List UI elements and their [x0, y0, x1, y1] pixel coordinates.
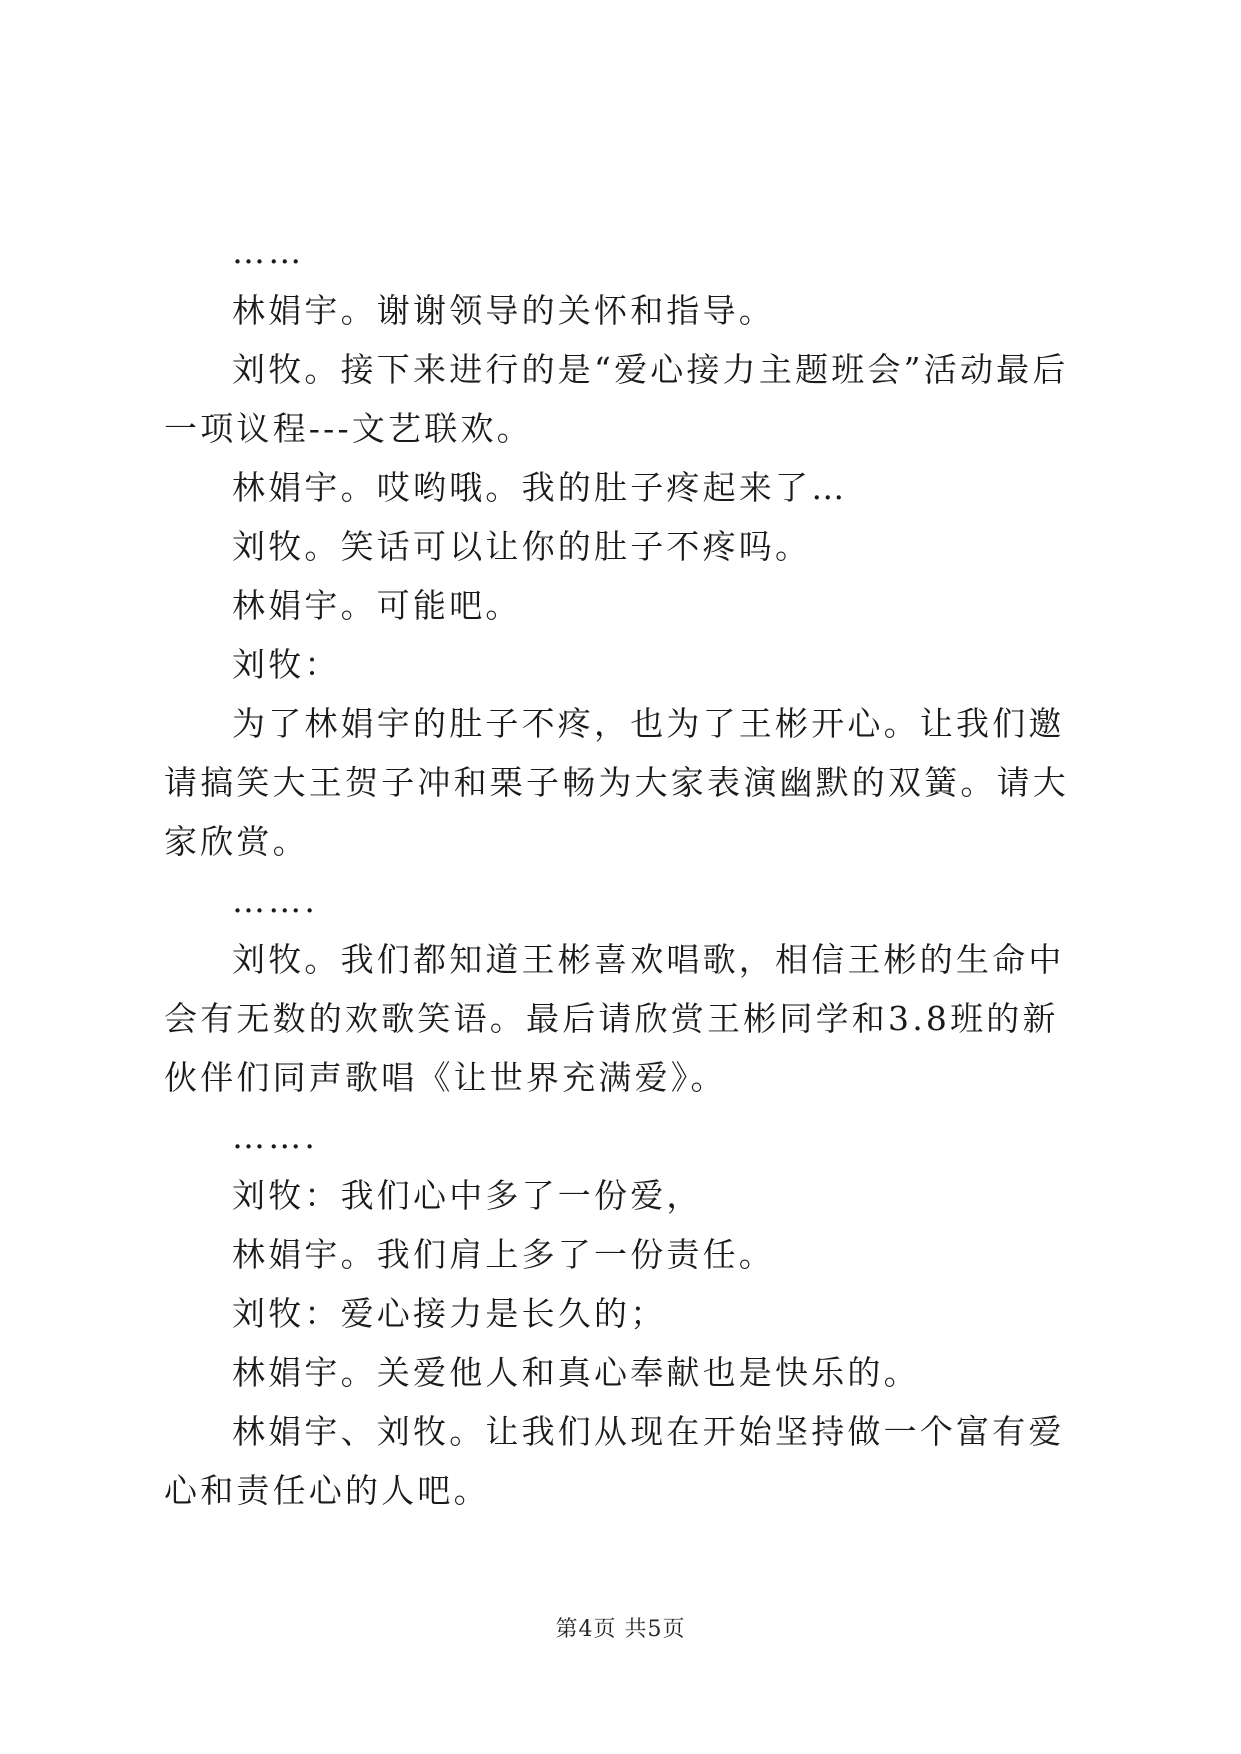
paragraph: 刘牧：爱心接力是长久的；: [232, 1294, 667, 1333]
paragraph: 林娟宇。关爱他人和真心奉献也是快乐的。: [232, 1353, 920, 1392]
paragraph: 林娟宇、刘牧。让我们从现在开始坚持做一个富有爱心和责任心的人吧。: [164, 1412, 1065, 1510]
paragraph: 刘牧。我们都知道王彬喜欢唱歌，相信王彬的生命中会有无数的欢歌笑语。最后请欣赏王彬同学和3.8班的新伙伴们同声歌唱《让世界充满爱》。: [164, 940, 1065, 1097]
paragraph: 林娟宇。哎哟哦。我的肚子疼起来了…: [232, 468, 848, 507]
paragraph: 刘牧。接下来进行的是“爱心接力主题班会”活动最后一项议程---文艺联欢。: [164, 350, 1069, 448]
paragraph: 林娟宇。我们肩上多了一份责任。: [232, 1235, 775, 1274]
page-number-footer: 第4页 共5页: [555, 1617, 686, 1642]
paragraph: 为了林娟宇的肚子不疼，也为了王彬开心。让我们邀请搞笑大王贺子冲和栗子畅为大家表演幽默的双簧。请大家欣赏。: [164, 704, 1069, 861]
paragraph: ……: [232, 232, 305, 271]
paragraph: …….: [232, 881, 319, 920]
paragraph: 林娟宇。可能吧。: [232, 586, 522, 625]
paragraph: …….: [232, 1117, 319, 1156]
paragraph: 刘牧：我们心中多了一份爱，: [232, 1176, 703, 1215]
document-body: [164, 222, 1084, 1520]
paragraph: 刘牧：: [232, 645, 341, 684]
paragraph: 刘牧。笑话可以让你的肚子不疼吗。: [232, 527, 812, 566]
paragraph: 林娟宇。谢谢领导的关怀和指导。: [232, 291, 775, 330]
